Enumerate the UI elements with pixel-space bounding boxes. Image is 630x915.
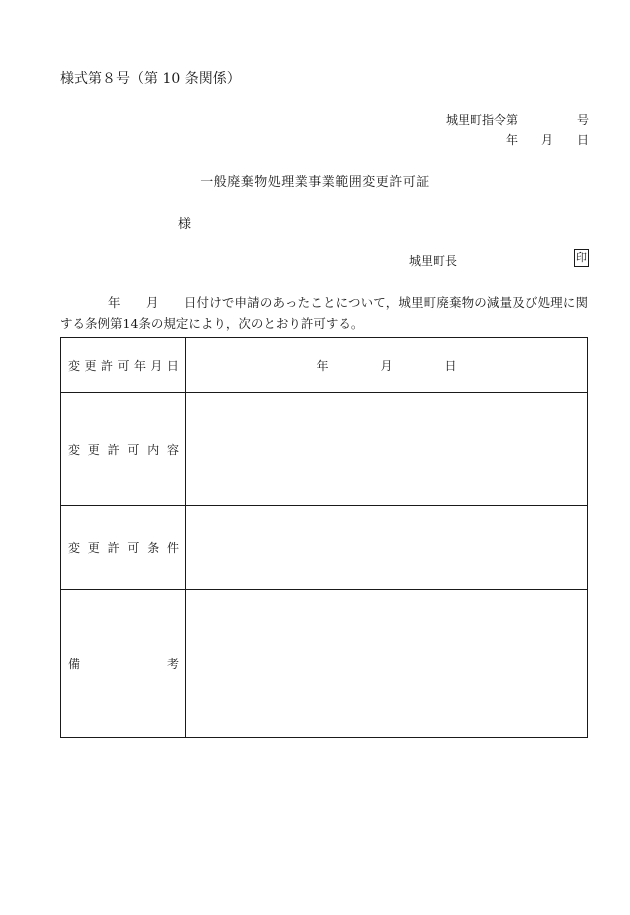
label-char: 年 <box>133 358 146 373</box>
issuer-name: 城里町長 <box>409 254 458 268</box>
label-char: 変 <box>68 358 81 373</box>
document-title: 一般廃棄物処理業事業範囲変更許可証 <box>200 175 430 190</box>
row-label-cell <box>61 590 186 738</box>
permit-conditions-value-cell <box>186 506 588 590</box>
label-char: 日 <box>166 358 179 373</box>
row-label <box>68 357 179 374</box>
permit-date-value-cell <box>186 338 588 393</box>
table-row-permit-conditions <box>61 506 588 590</box>
row-label-cell <box>61 506 186 590</box>
table-row-permit-content <box>61 393 588 506</box>
label-char: 更 <box>84 358 97 373</box>
label-char: 考 <box>166 657 179 671</box>
label-char: 条 <box>147 541 160 555</box>
permit-date-day: 日 <box>444 358 457 373</box>
permit-date-month: 月 <box>380 358 393 373</box>
permit-details-table <box>60 337 588 738</box>
seal-mark: 印 <box>574 249 589 267</box>
label-char: 容 <box>166 442 179 457</box>
label-char: 変 <box>68 442 81 457</box>
row-label-cell <box>61 338 186 393</box>
label-char: 可 <box>117 358 130 373</box>
remarks-value-cell <box>186 590 588 738</box>
label-char: 許 <box>107 541 120 555</box>
reference-number-suffix: 号 <box>577 113 590 127</box>
permit-date-values <box>186 357 587 374</box>
label-char: 更 <box>87 442 100 457</box>
issue-date-month: 月 <box>541 133 554 147</box>
permit-date-year: 年 <box>316 358 329 373</box>
row-label <box>68 655 179 672</box>
issue-date-year: 年 <box>506 133 519 147</box>
label-char: 更 <box>87 541 100 555</box>
permit-content-value-cell <box>186 393 588 506</box>
label-char: 可 <box>127 541 140 555</box>
label-char: 許 <box>100 358 113 373</box>
table-row-remarks <box>61 590 588 738</box>
addressee-suffix: 様 <box>178 217 192 232</box>
row-label-cell <box>61 393 186 506</box>
row-label <box>68 441 179 458</box>
label-char: 許 <box>107 442 120 457</box>
table-row-permit-date <box>61 338 588 393</box>
label-char: 可 <box>127 442 140 457</box>
label-char: 備 <box>68 657 81 671</box>
reference-number-prefix: 城里町指令第 <box>446 113 519 127</box>
label-char: 月 <box>150 358 163 373</box>
label-char: 内 <box>147 442 160 457</box>
label-char: 件 <box>166 541 179 555</box>
row-label <box>68 539 179 556</box>
issue-date-day: 日 <box>577 133 590 147</box>
permit-statement: 年 月 日付けで申請のあったことについて，城里町廃棄物の減量及び処理に関する条例第14条の規定により，次のとおり許可する。 <box>60 295 588 331</box>
label-char: 変 <box>68 541 81 555</box>
form-number: 様式第８号（第 10 条関係） <box>60 71 241 87</box>
